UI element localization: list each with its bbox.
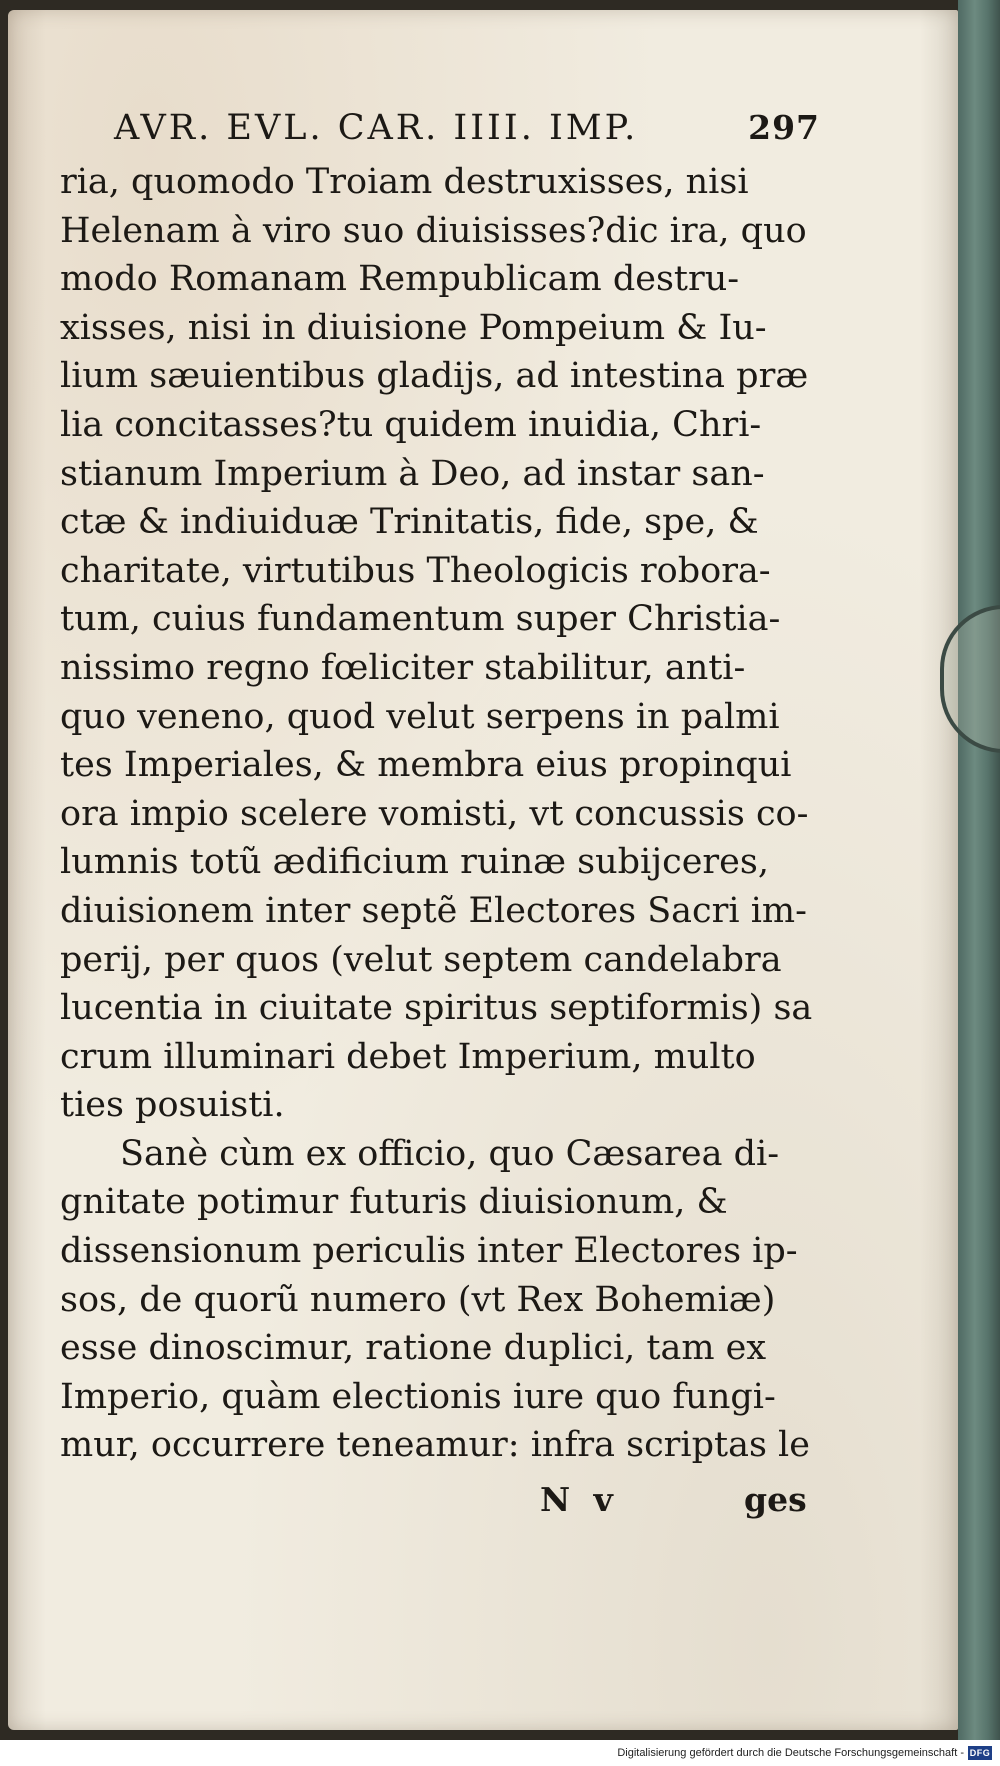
text-line: crum illuminari debet Imperium, multo xyxy=(60,1036,756,1077)
text-line: diuisionem inter septẽ Electores Sacri im- xyxy=(60,890,807,931)
dfg-logo: DFG xyxy=(969,1748,991,1758)
running-head xyxy=(60,108,820,158)
page-text-block xyxy=(60,108,820,1528)
text-line: Imperio, quàm electionis iure quo fungi- xyxy=(60,1376,776,1417)
text-line: dissensionum periculis inter Electores ip- xyxy=(60,1231,798,1272)
text-line: stianum Imperium à Deo, ad instar san- xyxy=(60,453,765,494)
credit-text: Digitalisierung gefördert durch die Deutsche Forschungsgemeinschaft - xyxy=(617,1747,964,1759)
text-line: lium sæuientibus gladijs, ad intestina præ xyxy=(60,356,809,397)
text-line: lumnis totũ ædificium ruinæ subijceres, xyxy=(60,842,769,883)
catchword: ges xyxy=(744,1480,807,1520)
text-line: modo Romanam Rempublicam destru- xyxy=(60,259,740,300)
text-line: ctæ & indiuiduæ Trinitatis, fide, spe, & xyxy=(60,502,759,543)
text-line: ora impio scelere vomisti, vt concussis co- xyxy=(60,793,809,834)
text-line: charitate, virtutibus Theologicis robora- xyxy=(60,550,771,591)
text-line: lucentia in ciuitate spiritus septiformis) sa xyxy=(60,988,813,1029)
text-line: sos, de quorũ numero (vt Rex Bohemiæ) xyxy=(60,1279,776,1320)
text-line: tum, cuius fundamentum super Christia- xyxy=(60,599,781,640)
text-line: quo veneno, quod velut serpens in palmi xyxy=(60,696,780,737)
signature-mark: N v xyxy=(540,1480,619,1520)
text-line: Helenam à viro suo diuisisses?dic ira, quo xyxy=(60,210,807,251)
text-line: esse dinoscimur, ratione duplici, tam ex xyxy=(60,1328,767,1369)
text-line: mur, occurrere teneamur: infra scriptas le xyxy=(60,1425,810,1466)
text-line: ria, quomodo Troiam destruxisses, nisi xyxy=(60,162,749,202)
page-footer xyxy=(60,1472,820,1528)
paragraph-start-line: Sanè cùm ex officio, quo Cæsarea di- xyxy=(120,1133,780,1174)
text-line: nissimo regno fœliciter stabilitur, anti- xyxy=(60,647,746,688)
text-line: tes Imperiales, & membra eius propinqui xyxy=(60,745,792,786)
running-title: AVR. EVL. CAR. IIII. IMP. xyxy=(114,108,639,148)
text-line: lia concitasses?tu quidem inuidia, Chri- xyxy=(60,404,762,445)
text-line: gnitate potimur futuris diuisionum, & xyxy=(60,1182,728,1223)
book-fore-edge xyxy=(958,0,1000,1740)
digitization-credit xyxy=(0,1740,1000,1766)
page-number: 297 xyxy=(748,108,820,147)
text-line: perij, per quos (velut septem candelabra xyxy=(60,939,782,980)
text-line: ties posuisti. xyxy=(60,1085,285,1126)
text-line: xisses, nisi in diuisione Pompeium & Iu- xyxy=(60,307,767,348)
